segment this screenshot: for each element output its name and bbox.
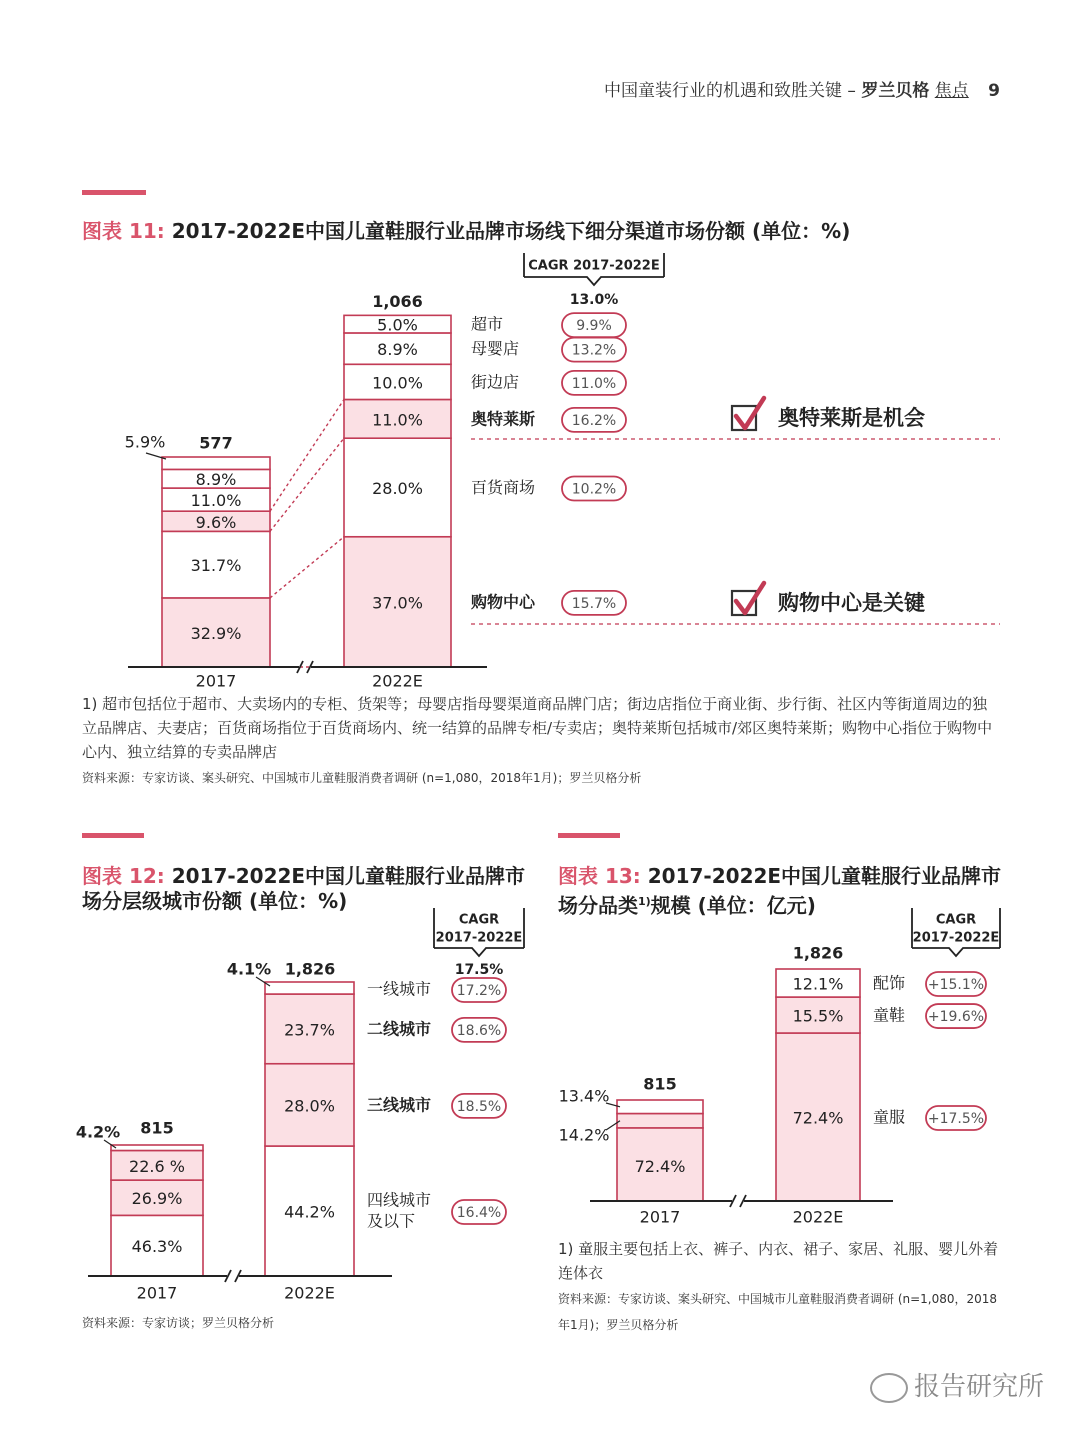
fig13-label-2022e: 15.5% xyxy=(792,1006,844,1026)
fig12-label-2022e: 23.7% xyxy=(284,1020,335,1040)
page-number: 9 xyxy=(988,81,1000,101)
fig11-series-name: 奥特莱斯 xyxy=(471,409,536,429)
fig11-axis-break xyxy=(297,661,313,673)
fig12-series-name: 三线城市 xyxy=(367,1095,432,1115)
fig12-label-2017: 22.6 % xyxy=(129,1156,185,1176)
fig11-series-name: 街边店 xyxy=(471,372,520,392)
fig13-cagr-header-pointer xyxy=(912,948,1000,956)
fig11-cagr-total: 13.0% xyxy=(569,292,619,308)
fig11-cagr-text: 15.7% xyxy=(571,595,617,612)
fig13-total-2017: 815 xyxy=(643,1074,677,1094)
fig12-cagr-text: 18.6% xyxy=(456,1022,502,1039)
fig12-bar-2017-segment xyxy=(111,1145,203,1151)
fig11-connector xyxy=(270,537,344,598)
fig12-series-name: 四线城市 xyxy=(367,1190,432,1210)
wechat-icon xyxy=(870,1373,908,1403)
fig11-callout: 购物中心是关键 xyxy=(778,591,925,615)
fig11-check-icon-mark xyxy=(736,583,764,613)
fig11-label-2017: 11.0% xyxy=(190,491,242,511)
fig11-connector xyxy=(270,399,344,511)
fig12-cagr-total: 17.5% xyxy=(454,962,504,978)
fig13-cagr-text: +17.5% xyxy=(927,1111,985,1128)
fig12-xtick: 2017 xyxy=(136,1283,178,1303)
fig13-bar-2017-segment xyxy=(617,1114,703,1128)
fig12-label-2017: 4.2% xyxy=(75,1122,121,1142)
fig11-label-2017: 31.7% xyxy=(190,556,242,576)
fig13-series-name: 童鞋 xyxy=(873,1005,906,1025)
fig11-label-2017: 5.9% xyxy=(124,432,166,452)
fig13-title-line2b: 规模 (单位：亿元) xyxy=(650,893,816,918)
fig11-leader-line xyxy=(146,453,166,459)
fig13-label-2017: 14.2% xyxy=(558,1125,610,1145)
fig12-label-2022e: 28.0% xyxy=(284,1096,335,1116)
watermark xyxy=(870,1366,1044,1403)
fig12-axis-break xyxy=(225,1270,241,1282)
fig11-series-name: 超市 xyxy=(471,314,504,334)
fig13-axis-break xyxy=(730,1195,746,1207)
fig12-cagr-text: 17.2% xyxy=(456,983,502,999)
fig11-cagr-text: 10.2% xyxy=(571,481,617,498)
fig11-callout: 奥特莱斯是机会 xyxy=(778,406,925,430)
brand-name: 罗兰贝格 xyxy=(861,81,930,101)
fig11-total-2022e: 1,066 xyxy=(372,291,423,311)
fig12-cagr-header-text: 2017-2022E xyxy=(435,930,523,946)
fig11-cagr-text: 9.9% xyxy=(576,318,612,335)
fig11-xtick: 2017 xyxy=(195,671,237,691)
fig12-series-name: 一线城市 xyxy=(367,979,432,999)
fig13-bar-2017-segment xyxy=(617,1100,703,1114)
fig13-source: 资料来源：专家访谈、案头研究、中国城市儿童鞋服消费者调研 (n=1,080，2018年1月)；罗兰贝格分析 xyxy=(558,1292,998,1332)
fig13-total-2022e: 1,826 xyxy=(792,943,844,963)
fig12-label-2022e: 4.1% xyxy=(226,959,272,979)
fig12-series-name: 及以下 xyxy=(367,1211,416,1231)
fig11-label-2022e: 8.9% xyxy=(377,340,418,360)
fig13-cagr-header-text: CAGR xyxy=(935,912,977,928)
fig12-bar-2022e-segment xyxy=(265,982,354,994)
fig11-label-2022e: 28.0% xyxy=(372,478,423,498)
fig12-xtick: 2022E xyxy=(284,1283,335,1303)
fig11-label-2022e: 11.0% xyxy=(372,410,423,430)
fig13-label: 图表 13: xyxy=(558,864,641,888)
fig11-xtick: 2022E xyxy=(372,671,423,691)
fig11-label-2022e: 37.0% xyxy=(372,593,423,613)
fig13-title-line1: 2017-2022E中国儿童鞋服行业品牌市 xyxy=(647,864,1002,888)
fig13-cagr-header-text: 2017-2022E xyxy=(912,930,1000,946)
fig11-cagr-header-pointer xyxy=(524,277,664,285)
fig13-label-2022e: 12.1% xyxy=(792,974,844,994)
fig11-cagr-header-text: CAGR 2017-2022E xyxy=(528,258,660,274)
watermark-text: 报告研究所 xyxy=(914,1372,1045,1402)
fig12-label-2022e: 44.2% xyxy=(284,1202,335,1222)
fig12-title-line2: 场分层级城市份额 (单位：%) xyxy=(82,889,348,913)
fig11-bar-2017-segment xyxy=(162,457,270,469)
fig12-label: 图表 12: xyxy=(82,864,165,888)
fig11-label-2017: 9.6% xyxy=(195,512,237,532)
fig13-footnote: 1) 童服主要包括上衣、裤子、内衣、裙子、家居、礼服、婴儿外着连体衣 xyxy=(558,1240,999,1282)
fig13-xtick: 2017 xyxy=(639,1207,681,1227)
fig13-cagr-text: +15.1% xyxy=(927,977,985,994)
fig12-total-2022e: 1,826 xyxy=(284,959,336,979)
fig12-cagr-text: 16.4% xyxy=(456,1205,502,1221)
fig11-series-name: 母婴店 xyxy=(471,339,520,359)
fig12-title-line1: 2017-2022E中国儿童鞋服行业品牌市 xyxy=(171,864,526,888)
fig13-series-name: 配饰 xyxy=(873,973,906,993)
fig12-label-2017: 26.9% xyxy=(131,1189,183,1209)
fig11-label-2017: 32.9% xyxy=(190,623,242,643)
fig11-series-name: 购物中心 xyxy=(471,592,536,612)
fig12-cagr-header-text: CAGR xyxy=(458,912,500,928)
fig11-footnote: 1) 超市包括位于超市、大卖场内的专柜、货架等；母婴店指母婴渠道商品牌门店；街边店指位于商业街、步行街、社区内等街道周边的独立品牌店、夫妻店；百货商场指位于百货商场内、统一结算的品牌专柜/专卖店；奥特莱斯包括城市/郊区奥特莱斯；购物中心指位于购物中心内、独立结算的专卖品牌店 xyxy=(82,695,993,761)
fig11-label: 图表 11: xyxy=(82,219,165,243)
fig12-source: 资料来源：专家访谈；罗兰贝格分析 xyxy=(82,1316,275,1330)
fig11-series-name: 百货商场 xyxy=(471,477,536,497)
fig13-label-2022e: 72.4% xyxy=(792,1108,844,1128)
fig13-title-sup: 1) xyxy=(638,895,651,908)
fig11-check-icon-mark xyxy=(736,398,764,428)
fig11-cagr-text: 13.2% xyxy=(571,342,617,359)
fig12-cagr-text: 18.5% xyxy=(456,1098,502,1115)
fig11-source: 资料来源：专家访谈、案头研究、中国城市儿童鞋服消费者调研 (n=1,080，2018年1月)；罗兰贝格分析 xyxy=(82,771,642,785)
fig12-label-2017: 46.3% xyxy=(131,1237,183,1257)
fig12-cagr-header-pointer xyxy=(434,948,524,956)
fig11-cagr-text: 11.0% xyxy=(571,375,617,392)
fig13-cagr-text: +19.6% xyxy=(927,1009,985,1026)
fig13-xtick: 2022E xyxy=(792,1207,844,1227)
fig13-label-2017: 13.4% xyxy=(558,1086,610,1106)
fig11-connector xyxy=(270,438,344,531)
fig11-label-2017: 8.9% xyxy=(195,470,237,490)
fig13-series-name: 童服 xyxy=(873,1107,906,1127)
fig11-title-text: 2017-2022E中国儿童鞋服行业品牌市场线下细分渠道市场份额 (单位：%) xyxy=(171,219,851,243)
fig11-total-2017: 577 xyxy=(199,433,233,453)
fig12-series-name: 二线城市 xyxy=(367,1019,432,1039)
section-name: 焦点 xyxy=(934,81,969,101)
fig12-total-2017: 815 xyxy=(140,1118,174,1138)
fig13-label-2017: 72.4% xyxy=(634,1156,686,1176)
fig11-label-2022e: 10.0% xyxy=(372,373,423,393)
fig11-label-2022e: 5.0% xyxy=(377,315,418,335)
fig13-title-line2a: 场分品类 xyxy=(558,893,638,918)
fig11-cagr-text: 16.2% xyxy=(571,412,617,429)
report-title: 中国童装行业的机遇和致胜关键 – xyxy=(604,81,856,101)
